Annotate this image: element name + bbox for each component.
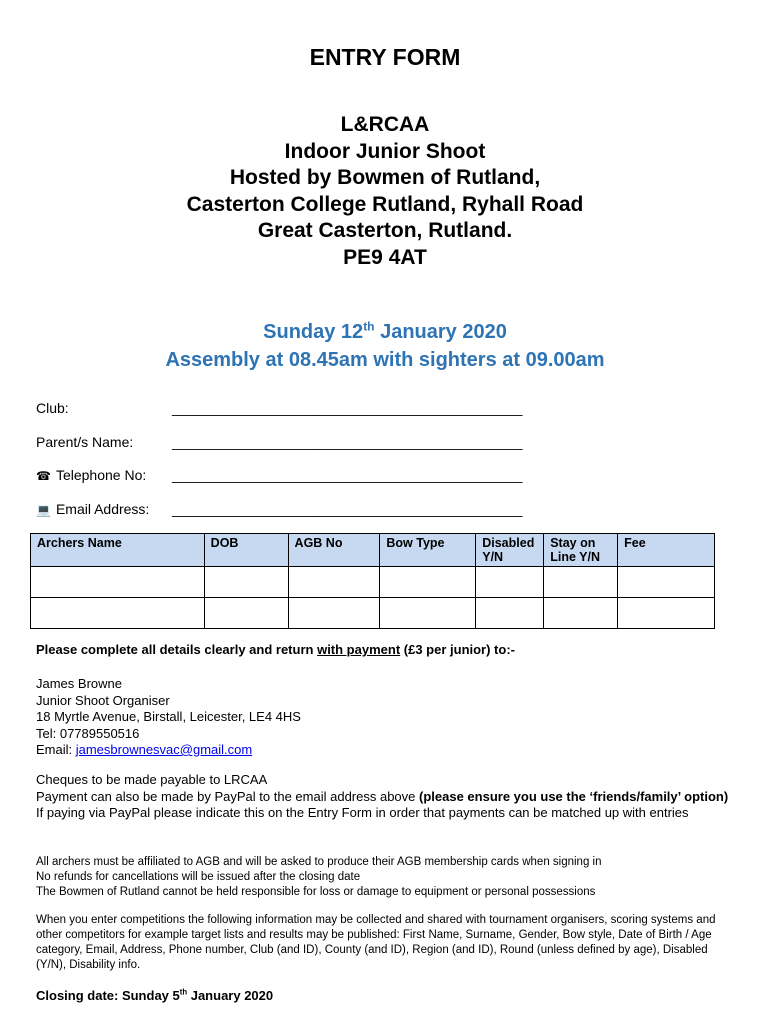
header-archers-name: Archers Name — [31, 534, 205, 567]
header-fee: Fee — [618, 534, 715, 567]
rule-affiliation: All archers must be affiliated to AGB and will be asked to produce their AGB membership cards when signing in — [36, 856, 602, 868]
header-agb-no: AGB No — [288, 534, 380, 567]
venue-block — [0, 112, 770, 271]
header-bow-type: Bow Type — [380, 534, 476, 567]
table-cell[interactable] — [618, 567, 715, 598]
organiser-role: Junior Shoot Organiser — [36, 692, 170, 708]
header-stay-on-line: Stay on Line Y/N — [544, 534, 618, 567]
rules-block — [36, 855, 602, 900]
event-date: Sunday 12th January 2020 — [263, 319, 507, 343]
paypal-note: If paying via PayPal please indicate this on the Entry Form in order that payments can be matched up with entries — [36, 805, 689, 820]
host-line: Hosted by Bowmen of Rutland, — [229, 166, 541, 189]
organiser-contact — [36, 676, 301, 759]
telephone-icon: ☎ — [36, 469, 51, 483]
parent-name-input-line[interactable]: _____________________________________________ — [172, 433, 523, 450]
computer-icon: 💻 — [36, 502, 51, 517]
venue-address-line: Casterton College Rutland, Ryhall Road — [186, 192, 584, 216]
privacy-notice: When you enter competitions the following information may be collected and shared with tournament organisers, scoring systems and other competitors for example target lists and results may be published: First Name, Surname, Gender, Bow style, Date of Birth / Age category, Email, Address, Phone number, Club (and ID), County (and ID), Region (and ID), Round (unless defined by age), Disabled (Y/N), Disability info. — [36, 914, 716, 971]
table-cell[interactable] — [544, 598, 618, 629]
parent-name-field — [36, 434, 522, 468]
organiser-tel: Tel: 07789550516 — [36, 725, 140, 741]
table-cell[interactable] — [31, 567, 205, 598]
table-cell[interactable] — [476, 598, 544, 629]
event-name: Indoor Junior Shoot — [284, 139, 486, 163]
venue-town-line: Great Casterton, Rutland. — [257, 219, 513, 242]
header-disabled: Disabled Y/N — [476, 534, 544, 567]
table-cell[interactable] — [31, 598, 205, 629]
email-input-line[interactable]: _____________________________________________ — [172, 500, 523, 517]
club-field — [36, 400, 522, 434]
cheque-info: Cheques to be made payable to LRCAA — [36, 772, 268, 787]
table-header-row — [31, 534, 715, 567]
organisation-name: L&RCAA — [340, 113, 430, 136]
rule-refunds: No refunds for cancellations will be issued after the closing date — [36, 871, 361, 883]
organiser-name: James Browne — [36, 676, 122, 691]
table-cell[interactable] — [380, 567, 476, 598]
organiser-address: 18 Myrtle Avenue, Birstall, Leicester, LE4 4HS — [36, 709, 301, 724]
table-row — [31, 567, 715, 598]
table-cell[interactable] — [476, 567, 544, 598]
club-input-line[interactable]: _____________________________________________ — [172, 400, 523, 416]
table-cell[interactable] — [204, 598, 288, 629]
return-instructions: Please complete all details clearly and return with payment (£3 per junior) to:- — [36, 642, 515, 657]
telephone-label: Telephone No: — [55, 467, 147, 483]
assembly-time: Assembly at 08.45am with sighters at 09.00am — [165, 349, 605, 371]
table-row — [31, 598, 715, 629]
email-field — [36, 501, 522, 535]
parent-name-label: Parent/s Name: — [36, 433, 134, 450]
table-cell[interactable] — [618, 598, 715, 629]
email-link[interactable]: jamesbrownesvac@gmail.com — [75, 742, 253, 757]
venue-postcode: PE9 4AT — [343, 245, 427, 269]
club-label: Club: — [36, 400, 69, 416]
email-label: Email Address: — [55, 500, 150, 517]
organiser-email: Email: jamesbrownesvac@gmail.com — [36, 742, 253, 757]
payment-info — [36, 772, 736, 822]
header-dob: DOB — [204, 534, 288, 567]
paypal-info: Payment can also be made by PayPal to the email address above (please ensure you use the ‘friends/family’ option) — [36, 788, 729, 804]
table-cell[interactable] — [288, 567, 380, 598]
event-date-block — [0, 318, 770, 374]
rule-liability: The Bowmen of Rutland cannot be held responsible for loss or damage to equipment or personal possessions — [36, 886, 596, 898]
archers-table — [30, 533, 715, 629]
table-cell[interactable] — [204, 567, 288, 598]
telephone-field — [36, 467, 522, 501]
table-cell[interactable] — [380, 598, 476, 629]
table-cell[interactable] — [544, 567, 618, 598]
entry-fields — [36, 400, 522, 534]
telephone-input-line[interactable]: _____________________________________________ — [172, 467, 523, 483]
form-title: ENTRY FORM — [309, 44, 461, 70]
table-cell[interactable] — [288, 598, 380, 629]
closing-date: Closing date: Sunday 5th January 2020 — [36, 987, 274, 1003]
